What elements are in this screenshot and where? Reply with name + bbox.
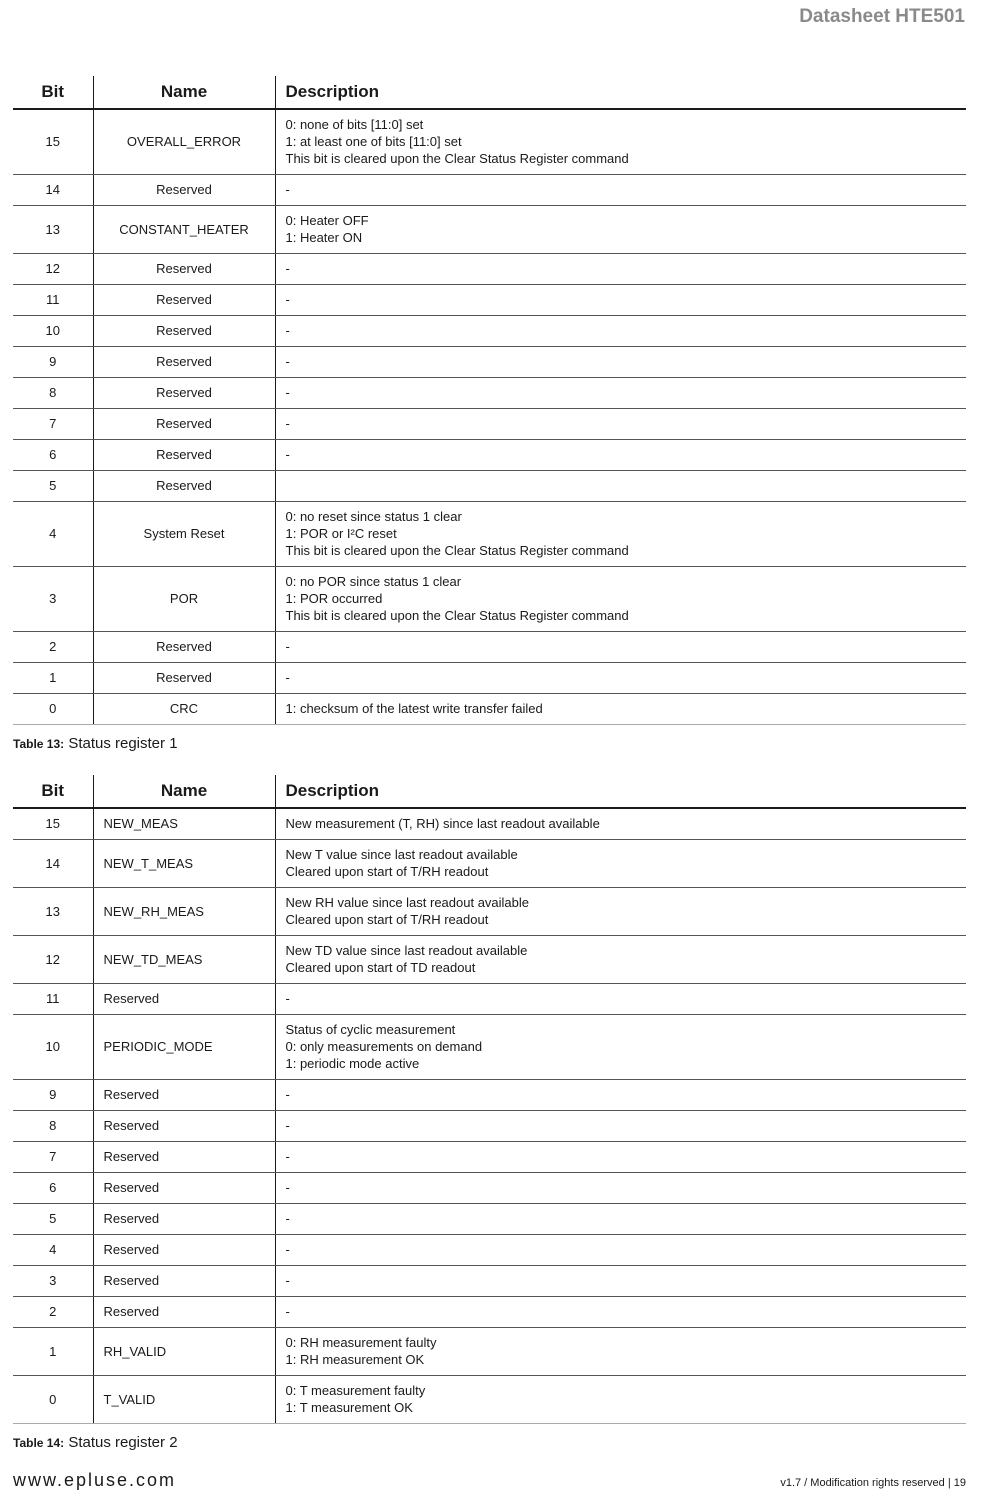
table-header-row (13, 76, 966, 109)
caption-label: Table 14: (13, 1436, 65, 1450)
description-line: - (285, 1149, 290, 1164)
description-line: 1: T measurement OK (285, 1400, 413, 1415)
name-cell: Reserved (93, 983, 275, 1014)
name-cell: System Reset (93, 501, 275, 566)
bit-cell: 0 (13, 1375, 93, 1423)
description-line: - (285, 323, 290, 338)
bit-cell: 6 (13, 439, 93, 470)
description-line: - (285, 354, 290, 369)
table-13-caption (13, 735, 178, 752)
name-cell: CRC (93, 693, 275, 724)
description-line: - (285, 416, 290, 431)
table-row (13, 439, 966, 470)
description-line: 1: at least one of bits [11:0] set (285, 134, 462, 150)
name-cell: Reserved (93, 1141, 275, 1172)
bit-cell: 14 (13, 839, 93, 887)
description-cell (275, 109, 966, 174)
description-line: - (285, 1087, 290, 1102)
table-row (13, 631, 966, 662)
description-line: 0: no reset since status 1 clear (285, 509, 462, 524)
description-line: 1: Heater ON (285, 230, 363, 245)
description-line: This bit is cleared upon the Clear Status Register command (285, 151, 629, 167)
name-cell: CONSTANT_HEATER (93, 205, 275, 253)
header-name: Name (93, 775, 275, 808)
table-row (13, 1014, 966, 1079)
bit-cell: 2 (13, 631, 93, 662)
name-cell: Reserved (93, 1079, 275, 1110)
name-cell: T_VALID (93, 1375, 275, 1423)
description-cell (275, 935, 966, 983)
description-cell (275, 566, 966, 631)
description-cell (275, 1110, 966, 1141)
description-line: 1: periodic mode active (285, 1056, 420, 1071)
table-row (13, 1265, 966, 1296)
description-line: 0: RH measurement faulty (285, 1335, 437, 1350)
description-line: New RH value since last readout available (285, 895, 530, 910)
bit-cell: 10 (13, 1014, 93, 1079)
description-line: - (285, 385, 290, 400)
footer-website: www.epluse.com (13, 1470, 177, 1490)
table-row (13, 1327, 966, 1375)
name-cell: POR (93, 566, 275, 631)
description-cell (275, 1014, 966, 1079)
description-line: 0: none of bits [11:0] set (285, 117, 424, 133)
table-row (13, 346, 966, 377)
description-line: New measurement (T, RH) since last readout available (285, 816, 600, 832)
description-cell (275, 205, 966, 253)
description-cell (275, 377, 966, 408)
description-cell (275, 174, 966, 205)
name-cell: NEW_TD_MEAS (93, 935, 275, 983)
description-line: This bit is cleared upon the Clear Status Register command (285, 543, 629, 558)
description-line: - (285, 991, 290, 1006)
description-line: 1: checksum of the latest write transfer failed (285, 701, 543, 716)
bit-cell: 15 (13, 109, 93, 174)
table-body (13, 109, 966, 724)
name-cell: Reserved (93, 1110, 275, 1141)
table-row (13, 205, 966, 253)
name-cell: Reserved (93, 408, 275, 439)
description-cell (275, 1265, 966, 1296)
name-cell: Reserved (93, 439, 275, 470)
description-line: 0: T measurement faulty (285, 1383, 426, 1398)
table-row (13, 284, 966, 315)
table-row (13, 1110, 966, 1141)
bit-cell: 5 (13, 1203, 93, 1234)
status-register-1-table (13, 76, 966, 725)
description-line: - (285, 1242, 290, 1257)
table-row (13, 315, 966, 346)
bit-cell: 0 (13, 693, 93, 724)
description-line: 1: RH measurement OK (285, 1352, 425, 1367)
table-row (13, 693, 966, 724)
description-cell (275, 693, 966, 724)
name-cell: Reserved (93, 253, 275, 284)
header-description: Description (275, 775, 966, 808)
table-row (13, 662, 966, 693)
table-row (13, 1172, 966, 1203)
table-row (13, 808, 966, 839)
table-row (13, 1203, 966, 1234)
description-line: 0: Heater OFF (285, 213, 369, 228)
description-line: - (285, 261, 290, 276)
bit-cell: 5 (13, 470, 93, 501)
document-title: Datasheet HTE501 (799, 6, 965, 27)
table-header-row (13, 775, 966, 808)
table-row (13, 1375, 966, 1423)
description-line: Cleared upon start of TD readout (285, 960, 476, 975)
table-row (13, 1141, 966, 1172)
bit-cell: 3 (13, 1265, 93, 1296)
description-line: 0: no POR since status 1 clear (285, 574, 462, 589)
name-cell: Reserved (93, 1234, 275, 1265)
description-cell (275, 439, 966, 470)
table-row (13, 887, 966, 935)
table-row (13, 377, 966, 408)
description-line: - (285, 447, 290, 462)
table-row (13, 1234, 966, 1265)
name-cell: Reserved (93, 174, 275, 205)
description-cell (275, 501, 966, 566)
description-line: - (285, 1273, 290, 1288)
table-row (13, 1296, 966, 1327)
description-line: New TD value since last readout available (285, 943, 528, 958)
table-row (13, 253, 966, 284)
description-line: - (285, 639, 290, 654)
name-cell: Reserved (93, 662, 275, 693)
bit-cell: 3 (13, 566, 93, 631)
table-row (13, 983, 966, 1014)
table-row (13, 109, 966, 174)
description-line: This bit is cleared upon the Clear Status Register command (285, 608, 629, 623)
header-bit: Bit (13, 775, 93, 808)
description-line: - (285, 292, 290, 307)
description-line: - (285, 1211, 290, 1226)
bit-cell: 1 (13, 1327, 93, 1375)
description-cell (275, 1296, 966, 1327)
description-line: 1: POR or I²C reset (285, 526, 397, 541)
table-row (13, 470, 966, 501)
name-cell: Reserved (93, 631, 275, 662)
bit-cell: 14 (13, 174, 93, 205)
description-line: - (285, 1118, 290, 1133)
description-cell (275, 631, 966, 662)
description-cell (275, 284, 966, 315)
footer-version-note: v1.7 / Modification rights reserved | 19 (780, 1477, 966, 1489)
name-cell: NEW_RH_MEAS (93, 887, 275, 935)
bit-cell: 9 (13, 1079, 93, 1110)
name-cell: PERIODIC_MODE (93, 1014, 275, 1079)
table-row (13, 501, 966, 566)
bit-cell: 11 (13, 983, 93, 1014)
description-cell (275, 1079, 966, 1110)
description-line: - (285, 670, 290, 685)
bit-cell: 2 (13, 1296, 93, 1327)
description-cell (275, 1141, 966, 1172)
bit-cell: 1 (13, 662, 93, 693)
description-line: New T value since last readout available (285, 847, 518, 862)
name-cell: Reserved (93, 1203, 275, 1234)
description-cell (275, 1172, 966, 1203)
description-cell (275, 1234, 966, 1265)
description-line: Cleared upon start of T/RH readout (285, 864, 489, 879)
description-line: Status of cyclic measurement (285, 1022, 456, 1037)
header-description: Description (275, 76, 966, 109)
bit-cell: 4 (13, 501, 93, 566)
header-bit: Bit (13, 76, 93, 109)
description-line: - (285, 1180, 290, 1195)
bit-cell: 8 (13, 1110, 93, 1141)
caption-text: Status register 2 (68, 1434, 178, 1451)
name-cell: Reserved (93, 377, 275, 408)
caption-text: Status register 1 (68, 735, 178, 752)
name-cell: Reserved (93, 470, 275, 501)
description-cell (275, 1327, 966, 1375)
caption-label: Table 13: (13, 737, 65, 751)
description-cell (275, 346, 966, 377)
bit-cell: 6 (13, 1172, 93, 1203)
description-cell (275, 887, 966, 935)
name-cell: RH_VALID (93, 1327, 275, 1375)
status-register-2-table (13, 775, 966, 1424)
table-14-caption (13, 1434, 178, 1451)
bit-cell: 11 (13, 284, 93, 315)
description-line: 0: only measurements on demand (285, 1039, 483, 1054)
name-cell: Reserved (93, 1172, 275, 1203)
table-row (13, 839, 966, 887)
bit-cell: 10 (13, 315, 93, 346)
description-cell (275, 408, 966, 439)
description-cell (275, 470, 966, 501)
bit-cell: 13 (13, 887, 93, 935)
description-cell (275, 808, 966, 839)
table-row (13, 408, 966, 439)
name-cell: Reserved (93, 284, 275, 315)
description-cell (275, 839, 966, 887)
table-row (13, 174, 966, 205)
description-cell (275, 315, 966, 346)
description-line: 1: POR occurred (285, 591, 383, 606)
name-cell: Reserved (93, 1296, 275, 1327)
description-line: - (285, 182, 290, 197)
description-line: - (285, 1304, 290, 1319)
description-cell (275, 983, 966, 1014)
bit-cell: 13 (13, 205, 93, 253)
name-cell: Reserved (93, 315, 275, 346)
name-cell: Reserved (93, 1265, 275, 1296)
name-cell: Reserved (93, 346, 275, 377)
bit-cell: 12 (13, 253, 93, 284)
bit-cell: 9 (13, 346, 93, 377)
description-cell (275, 662, 966, 693)
bit-cell: 12 (13, 935, 93, 983)
description-cell (275, 1375, 966, 1423)
bit-cell: 4 (13, 1234, 93, 1265)
bit-cell: 8 (13, 377, 93, 408)
name-cell: NEW_T_MEAS (93, 839, 275, 887)
table-body (13, 808, 966, 1423)
description-cell (275, 253, 966, 284)
bit-cell: 15 (13, 808, 93, 839)
table-row (13, 566, 966, 631)
name-cell: NEW_MEAS (93, 808, 275, 839)
description-line: Cleared upon start of T/RH readout (285, 912, 489, 927)
header-name: Name (93, 76, 275, 109)
bit-cell: 7 (13, 408, 93, 439)
name-cell: OVERALL_ERROR (93, 109, 275, 174)
table-row (13, 935, 966, 983)
description-cell (275, 1203, 966, 1234)
table-row (13, 1079, 966, 1110)
bit-cell: 7 (13, 1141, 93, 1172)
